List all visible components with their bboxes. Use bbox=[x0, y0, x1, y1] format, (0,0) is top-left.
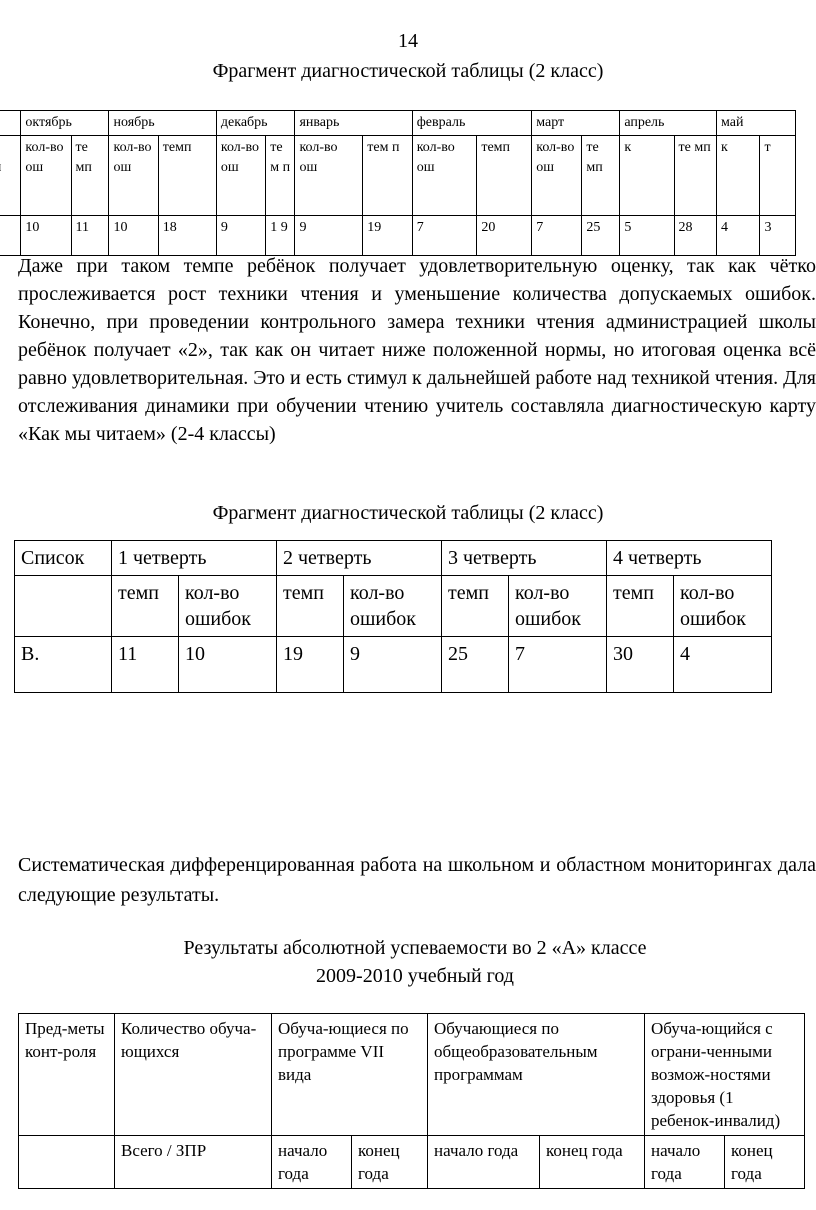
header-cell: Обучающиеся по общеобразовательным программам bbox=[428, 1014, 645, 1136]
results-sub-row bbox=[19, 1136, 805, 1189]
quarter-data-row bbox=[15, 637, 772, 693]
header-cell: Обуча-ющиеся по программе VII вида bbox=[272, 1014, 428, 1136]
data-cell: 25 bbox=[442, 637, 509, 693]
sub-cell: кол-во ошибок bbox=[344, 576, 442, 637]
month-cell: декабрь bbox=[216, 111, 295, 136]
value-cell: 19 bbox=[363, 216, 412, 256]
header-cell: Пред-меты конт-роля bbox=[19, 1014, 115, 1136]
data-cell: 7 bbox=[509, 637, 607, 693]
subheader-cell: те м п bbox=[266, 136, 295, 216]
empty-cell bbox=[15, 576, 112, 637]
value-cell: 1 9 bbox=[266, 216, 295, 256]
table1-title: Фрагмент диагностической таблицы (2 класс) bbox=[212, 60, 604, 82]
sub-cell: темп bbox=[442, 576, 509, 637]
subheader-cell: т bbox=[760, 136, 796, 216]
value-cell: 9 bbox=[295, 216, 363, 256]
value-cell: 25 bbox=[582, 216, 620, 256]
empty-cell bbox=[19, 1136, 115, 1189]
month-cell: май bbox=[717, 111, 796, 136]
table3-title-line2: 2009-2010 учебный год bbox=[316, 965, 514, 987]
table3-title bbox=[0, 934, 816, 990]
sub-cell: кол-во ошибок bbox=[674, 576, 772, 637]
sub-cell: начало года bbox=[645, 1136, 725, 1189]
sub-cell: конец года bbox=[540, 1136, 645, 1189]
header-cell: Список bbox=[15, 541, 112, 576]
data-cell: 4 bbox=[674, 637, 772, 693]
monthly-table bbox=[0, 110, 796, 256]
results-header-row bbox=[19, 1014, 805, 1136]
subheader-cell: к bbox=[717, 136, 760, 216]
quarter-header-row bbox=[15, 541, 772, 576]
sub-cell: темп bbox=[277, 576, 344, 637]
header-cell: Количество обуча-ющихся bbox=[115, 1014, 272, 1136]
month-cell: ноябрь bbox=[109, 111, 216, 136]
subheader-cell: те мп bbox=[582, 136, 620, 216]
subheader-cell: кол-во ош bbox=[532, 136, 582, 216]
value-cell: 5 bbox=[620, 216, 674, 256]
header-cell: 3 четверть bbox=[442, 541, 607, 576]
paragraph-2-text: Систематическая дифференцированная работа на школьном и областном мониторингах дала следующие результаты. bbox=[18, 854, 816, 906]
results-table bbox=[18, 1013, 805, 1189]
page-number: 14 bbox=[398, 30, 418, 52]
data-cell: 9 bbox=[344, 637, 442, 693]
month-cell: февраль bbox=[412, 111, 532, 136]
month-cell bbox=[0, 111, 21, 136]
header-cell: Обуча-ющийся с ограни-ченными возмож-ностями здоровья (1 ребенок-инвалид) bbox=[645, 1014, 805, 1136]
month-cell: март bbox=[532, 111, 620, 136]
month-cell: октябрь bbox=[21, 111, 109, 136]
header-cell: 2 четверть bbox=[277, 541, 442, 576]
data-cell: В. bbox=[15, 637, 112, 693]
table3-title-line1: Результаты абсолютной успеваемости во 2 «А» классе bbox=[183, 937, 647, 959]
paragraph-2 bbox=[18, 850, 816, 910]
sub-cell: конец года bbox=[725, 1136, 805, 1189]
subheader-cell: темп bbox=[158, 136, 216, 216]
value-cell: 9 bbox=[216, 216, 265, 256]
value-cell: 28 bbox=[674, 216, 717, 256]
subheader-cell: к bbox=[620, 136, 674, 216]
subheader-cell: тем п bbox=[363, 136, 412, 216]
header-cell: 1 четверть bbox=[112, 541, 277, 576]
subheader-cell: те мп bbox=[674, 136, 717, 216]
sub-cell: темп bbox=[112, 576, 179, 637]
header-cell: 4 четверть bbox=[607, 541, 772, 576]
data-cell: 30 bbox=[607, 637, 674, 693]
table2-title: Фрагмент диагностической таблицы (2 класс) bbox=[212, 502, 604, 524]
data-cell: 19 bbox=[277, 637, 344, 693]
sub-cell: начало года bbox=[272, 1136, 352, 1189]
value-cell: 7 bbox=[532, 216, 582, 256]
subheader-cell bbox=[0, 136, 21, 216]
month-cell: январь bbox=[295, 111, 412, 136]
subheader-cell: темп bbox=[477, 136, 532, 216]
subheader-cell: кол-во ош bbox=[412, 136, 477, 216]
subheader-cell: кол-во ош bbox=[21, 136, 71, 216]
value-cell: 11 bbox=[71, 216, 109, 256]
value-cell: 18 bbox=[158, 216, 216, 256]
sub-cell: конец года bbox=[352, 1136, 428, 1189]
subheader-cell: кол-во ош bbox=[109, 136, 158, 216]
paragraph-1-text: Даже при таком темпе ребёнок получает удовлетворительную оценку, так как чётко прослеживается рост техники чтения и уменьшение количества допускаемых ошибок. Конечно, при проведении контрольного замера техники чтения администрацией школы ребёнок получает «2», так как он читает ниже положенной нормы, но итоговая оценка всё равно удовлетворительная. Это и есть стимул к дальнейшей работе над техникой чтения. Для отслеживания динамики при обучении чтению учитель составляла диагностическую карту «Как мы читаем» (2-4 классы) bbox=[18, 255, 816, 445]
value-cell: 20 bbox=[477, 216, 532, 256]
value-cell: 7 bbox=[412, 216, 477, 256]
value-cell: 10 bbox=[109, 216, 158, 256]
subheader-cell: те мп bbox=[71, 136, 109, 216]
month-row bbox=[0, 111, 796, 136]
month-cell: апрель bbox=[620, 111, 717, 136]
value-cell: 4 bbox=[717, 216, 760, 256]
data-cell: 11 bbox=[112, 637, 179, 693]
quarter-table bbox=[14, 540, 772, 693]
subheader-row bbox=[0, 136, 796, 216]
value-cell bbox=[0, 216, 21, 256]
subheader-cell: кол-во ош bbox=[216, 136, 265, 216]
sub-cell: Всего / ЗПР bbox=[115, 1136, 272, 1189]
sub-cell: темп bbox=[607, 576, 674, 637]
sub-cell: кол-во ошибок bbox=[509, 576, 607, 637]
subheader-cell: кол-во ош bbox=[295, 136, 363, 216]
sub-cell: кол-во ошибок bbox=[179, 576, 277, 637]
value-cell: 3 bbox=[760, 216, 796, 256]
sub-cell: начало года bbox=[428, 1136, 540, 1189]
values-row bbox=[0, 216, 796, 256]
quarter-sub-row bbox=[15, 576, 772, 637]
data-cell: 10 bbox=[179, 637, 277, 693]
value-cell: 10 bbox=[21, 216, 71, 256]
paragraph-1 bbox=[18, 252, 816, 448]
